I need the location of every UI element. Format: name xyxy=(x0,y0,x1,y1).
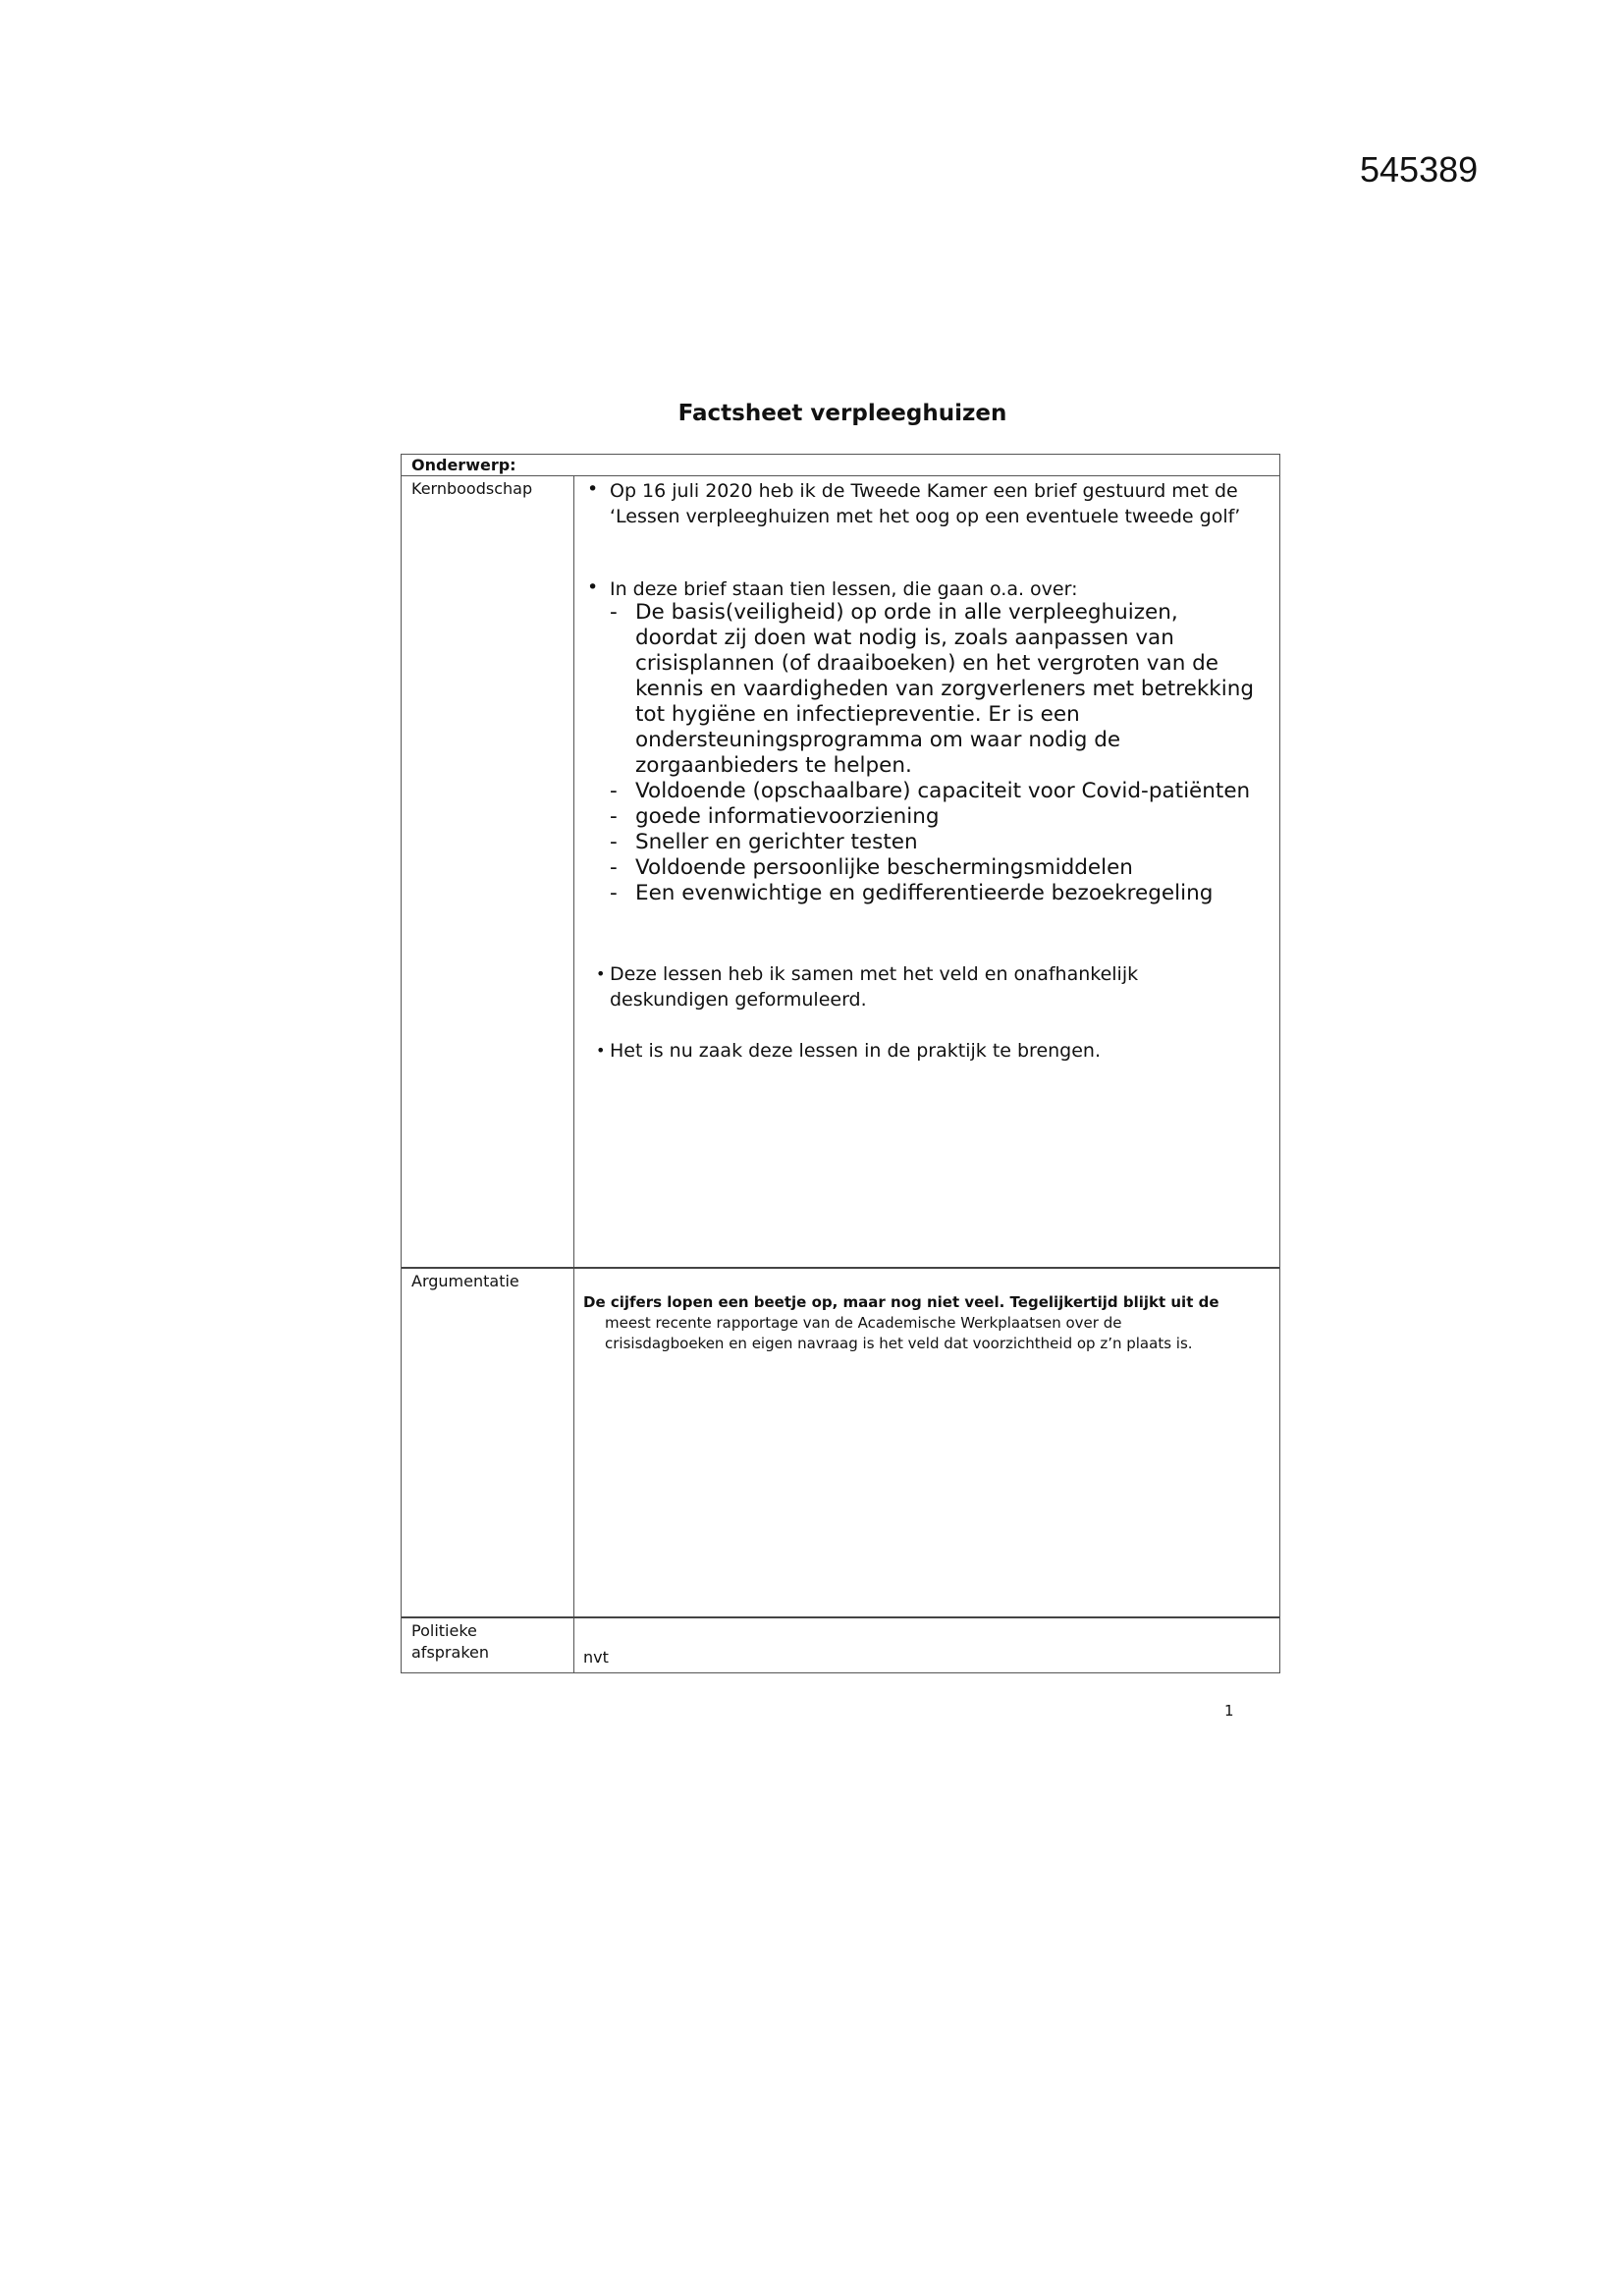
argumentatie-line: De cijfers lopen een beetje op, maar nog niet veel. Tegelijkertijd blijkt uit de xyxy=(583,1293,1219,1311)
lesson-item: - Voldoende persoonlijke beschermingsmiddelen xyxy=(610,855,1262,881)
bullet-icon: • xyxy=(596,1041,606,1060)
factsheet-table xyxy=(401,454,1280,1673)
bullet-icon: • xyxy=(587,576,599,598)
argumentatie-line: crisisdagboeken en eigen navraag is het veld dat voorzichtheid op z’n plaats is. xyxy=(605,1335,1193,1352)
kern-bullet-2-intro: In deze brief staan tien lessen, die gaan o.a. over: xyxy=(610,578,1078,600)
politieke-afspraken-content xyxy=(574,1618,1279,1672)
onderwerp-label: Onderwerp: xyxy=(411,456,516,474)
politieke-afspraken-value: nvt xyxy=(583,1648,609,1667)
lesson-item: - Een evenwichtige en gedifferentieerde bezoekregeling xyxy=(610,881,1262,906)
lesson-item: - De basis(veiligheid) op orde in alle verpleeghuizen, doordat zij doen wat nodig is, zoals aanpassen van crisisplannen (of draaiboeken) en het vergroten van de kennis en vaardigheden van zorgverleners met betrekking tot hygiëne en infectiepreventie. Er is een ondersteuningsprogramma om waar nodig de zorgaanbieders te helpen. xyxy=(610,600,1262,779)
argumentatie-content xyxy=(574,1269,1279,1616)
argumentatie-line: meest recente rapportage van de Academische Werkplaatsen over de xyxy=(605,1314,1122,1332)
politieke-afspraken-label xyxy=(402,1618,574,1672)
lesson-item: - Voldoende (opschaalbare) capaciteit voor Covid-patiënten xyxy=(610,779,1262,804)
argumentatie-row xyxy=(402,1269,1279,1618)
bullet-icon: • xyxy=(587,478,599,500)
kernboodschap-content xyxy=(574,476,1279,1267)
document-title: Factsheet verpleeghuizen xyxy=(677,401,1007,426)
kern-bullet-3: Deze lessen heb ik samen met het veld en onafhankelijk deskundigen geformuleerd. xyxy=(610,963,1139,1011)
kern-bullet-4: Het is nu zaak deze lessen in de praktijk te brengen. xyxy=(610,1040,1102,1062)
onderwerp-row xyxy=(402,455,1279,476)
politieke-afspraken-label-line: afspraken xyxy=(411,1643,489,1662)
kern-bullet-1: Op 16 juli 2020 heb ik de Tweede Kamer een brief gestuurd met de ‘Lessen verpleeghuizen met het oog op een eventuele tweede golf’ xyxy=(610,480,1241,527)
kernboodschap-row xyxy=(402,476,1279,1269)
lesson-item: - Sneller en gerichter testen xyxy=(610,830,1262,855)
lessons-list xyxy=(610,600,1262,906)
document-number: 545389 xyxy=(1360,149,1479,190)
lesson-item: - goede informatievoorziening xyxy=(610,804,1262,830)
kernboodschap-label: Kernboodschap xyxy=(402,476,574,1267)
page-number: 1 xyxy=(1224,1702,1234,1720)
politieke-afspraken-label-line: Politieke xyxy=(411,1621,477,1640)
politieke-afspraken-row xyxy=(402,1618,1279,1672)
argumentatie-label: Argumentatie xyxy=(402,1269,574,1616)
argumentatie-text xyxy=(583,1292,1268,1354)
bullet-icon: • xyxy=(596,964,606,983)
